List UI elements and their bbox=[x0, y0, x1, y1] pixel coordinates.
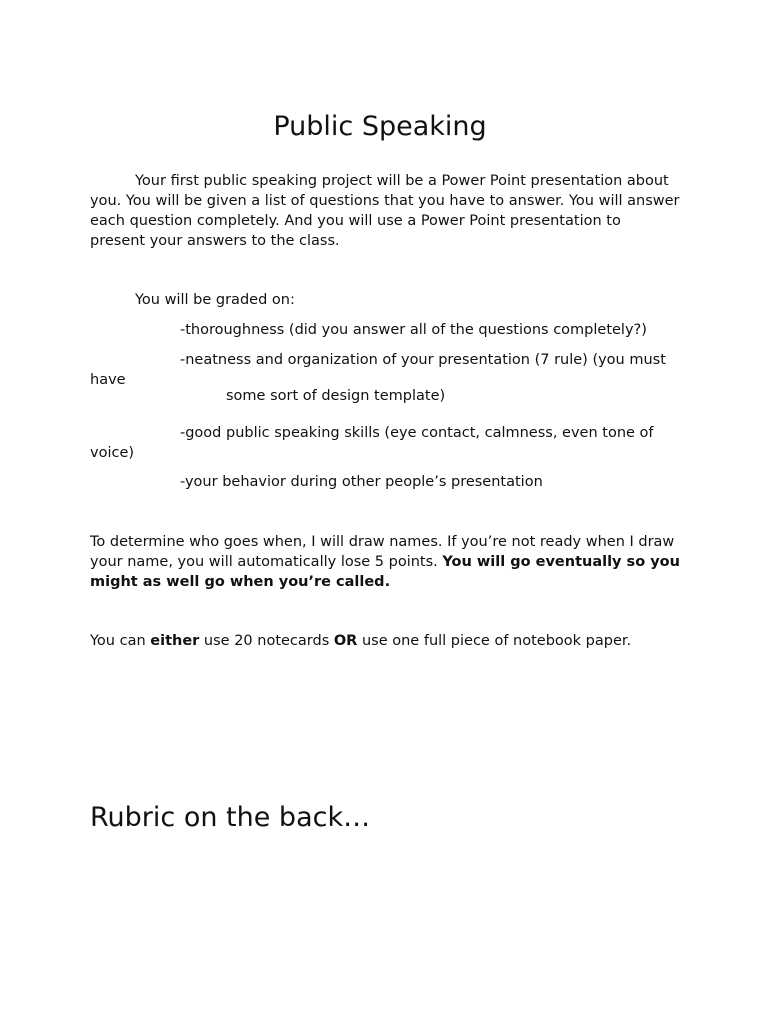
notes-text-2: use 20 notecards bbox=[199, 633, 334, 649]
criterion-neatness-continued: some sort of design template) bbox=[226, 388, 446, 404]
notes-paragraph bbox=[90, 631, 680, 651]
graded-on-label: You will be graded on: bbox=[135, 292, 295, 308]
rubric-heading: Rubric on the back… bbox=[90, 802, 371, 834]
criterion-behavior: -your behavior during other people’s presentation bbox=[180, 474, 543, 490]
order-bold-text: You will go eventually so you might as well go when you’re called. bbox=[90, 554, 680, 590]
notes-either: either bbox=[150, 633, 200, 649]
criterion-neatness: -neatness and organization of your presentation (7 rule) (you must have bbox=[90, 352, 666, 388]
notes-text-3: use one full piece of notebook paper. bbox=[357, 633, 632, 649]
page-title: Public Speaking bbox=[273, 111, 487, 143]
notes-or: OR bbox=[333, 633, 358, 649]
order-paragraph bbox=[90, 532, 680, 592]
criterion-thoroughness: -thoroughness (did you answer all of the questions completely?) bbox=[180, 322, 647, 338]
intro-paragraph: Your first public speaking project will be a Power Point presentation about you. You will be given a list of questions that you have to answer. You will answer each question completely. And you will use a Power Point presentation to present your answers to the class. bbox=[90, 173, 680, 249]
order-text: To determine who goes when, I will draw names. If you’re not ready when I draw your name, you will automatically lose 5 points. bbox=[90, 534, 675, 570]
notes-text-1: You can bbox=[90, 633, 151, 649]
criterion-speaking-skills: -good public speaking skills (eye contact, calmness, even tone of voice) bbox=[90, 425, 654, 461]
